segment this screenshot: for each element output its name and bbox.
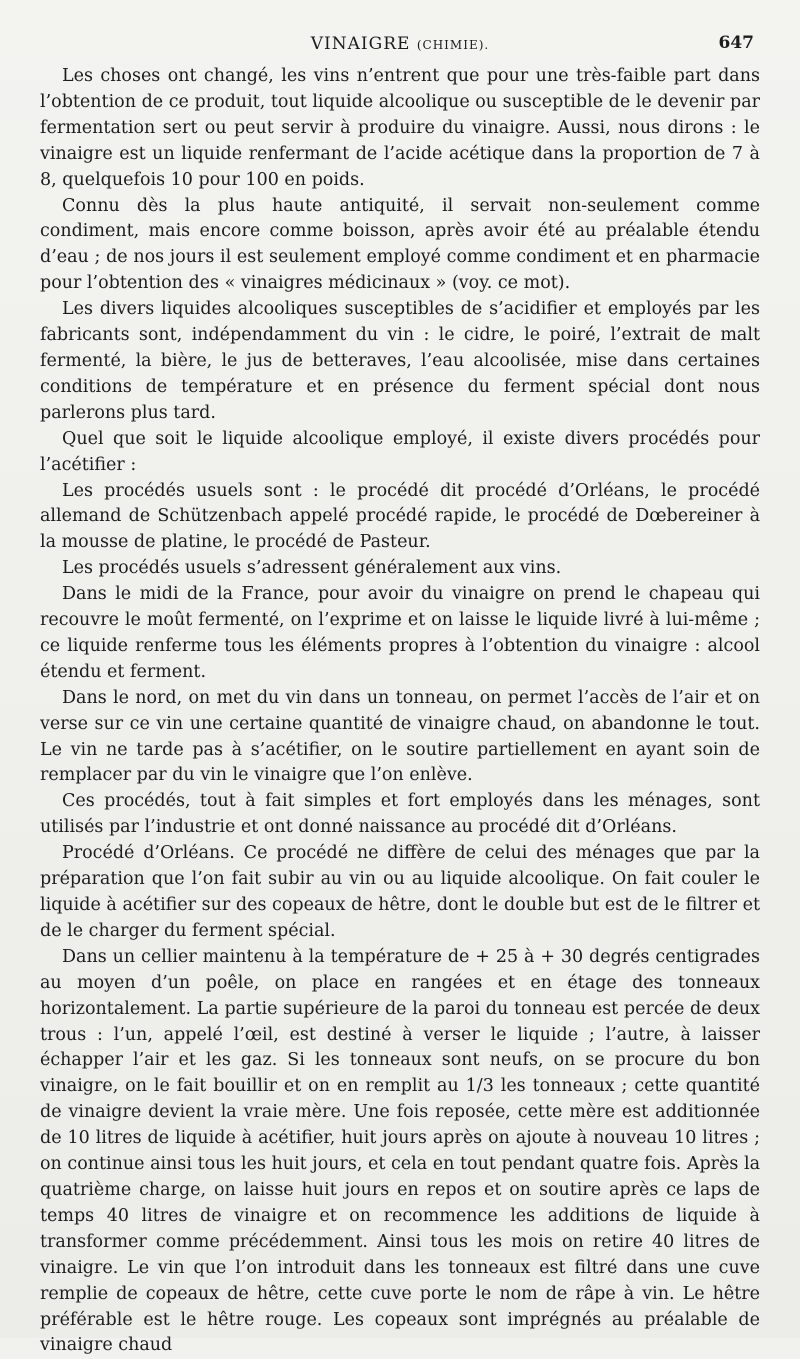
paragraph: Les procédés usuels s’adressent généralement aux vins. [62, 558, 562, 579]
running-title-main: VINAIGRE [310, 34, 411, 54]
paragraph: Dans le midi de la France, pour avoir du vinaigre on prend le chapeau qui recouvre le moût fermenté, on l’exprime et on laisse le liquide livré à lui-même ; ce liquide renferme tous les éléments propres à l’obtention du vinaigre : alcool étendu et ferment. [40, 584, 760, 682]
paragraph: Procédé d’Orléans. Ce procédé ne diffère de celui des ménages que par la préparation que l’on fait subir au vin ou au liquide alcoolique. On fait couler le liquide à acétifier sur des copeaux de hêtre, dont le double but est de le filtrer et de le charger du ferment spécial. [40, 843, 760, 941]
paragraph: Dans un cellier maintenu à la température de + 25 à + 30 degrés centigrades au moyen d’un poêle, on place en rangées et en étage des tonneaux horizontalement. La partie supérieure de la paroi du tonneau est percée de deux trous : l’un, appelé l’œil, est destiné à verser le liquide ; l’autre, à laisser échapper l’air et les gaz. Si les tonneaux sont neufs, on se procure du bon vinaigre, on le fait bouillir et on en remplit au 1/3 les tonneaux ; cette quantité de vinaigre devient la vraie mère. Une fois reposée, cette mère est additionnée de 10 litres de liquide à acétifier, huit jours après on ajoute à nouveau 10 litres ; on continue ainsi tous les huit jours, et cela en tout pendant quatre fois. Après la quatrième charge, on laisse huit jours en repos et on soutire après ce laps de temps 40 litres de vinaigre et on recommence les additions de liquide à transformer comme précédemment. Ainsi tous les mois on retire 40 litres de vinaigre. Le vin que l’on introduit dans les tonneaux est filtré dans une cuve remplie de copeaux de hêtre, cette cuve porte le nom de râpe à vin. Le hêtre préférable est le hêtre rouge. Les copeaux sont imprégnés au préalable de vinaigre chaud [40, 946, 760, 1356]
body-text [40, 64, 760, 1359]
running-title-subtitle: (CHIMIE). [416, 38, 490, 52]
paragraph: Les procédés usuels sont : le procédé dit procédé d’Orléans, le procédé allemand de Schützenbach appelé procédé rapide, le procédé de Dœbereiner à la mousse de platine, le procédé de Pasteur. [40, 480, 760, 553]
paragraph: Les divers liquides alcooliques susceptibles de s’acidifier et employés par les fabricants sont, indépendamment du vin : le cidre, le poiré, l’extrait de malt fermenté, la bière, le jus de betteraves, l’eau alcoolisée, mise dans certaines conditions de température et en présence du ferment spécial dont nous parlerons plus tard. [40, 299, 760, 423]
paragraph: Ces procédés, tout à fait simples et fort employés dans les ménages, sont utilisés par l’industrie et ont donné naissance au procédé dit d’Orléans. [40, 791, 760, 838]
paragraph: Connu dès la plus haute antiquité, il servait non-seulement comme condiment, mais encore comme boisson, après avoir été au préalable étendu d’eau ; de nos jours il est seulement employé comme condiment et en pharmacie pour l’obtention des « vinaigres médicinaux » (voy. ce mot). [40, 195, 760, 294]
paragraph: Les choses ont changé, les vins n’entrent que pour une très-faible part dans l’obtention de ce produit, tout liquide alcoolique ou susceptible de le devenir par fermentation sert ou peut servir à produire du vinaigre. Aussi, nous dirons : le vinaigre est un liquide renfermant de l’acide acétique dans la proportion de 7 à 8, quelquefois 10 pour 100 en poids. [40, 66, 760, 190]
running-title [40, 34, 760, 54]
paragraph: Dans le nord, on met du vin dans un tonneau, on permet l’accès de l’air et on verse sur ce vin une certaine quantité de vinaigre chaud, on abandonne le tout. Le vin ne tarde pas à s’acétifier, on le soutire partiellement en ayant soin de remplacer par du vin le vinaigre que l’on enlève. [40, 687, 760, 786]
paragraph: Quel que soit le liquide alcoolique employé, il existe divers procédés pour l’acétifier : [40, 428, 760, 475]
page-number: 647 [718, 33, 754, 53]
running-header [40, 30, 760, 64]
